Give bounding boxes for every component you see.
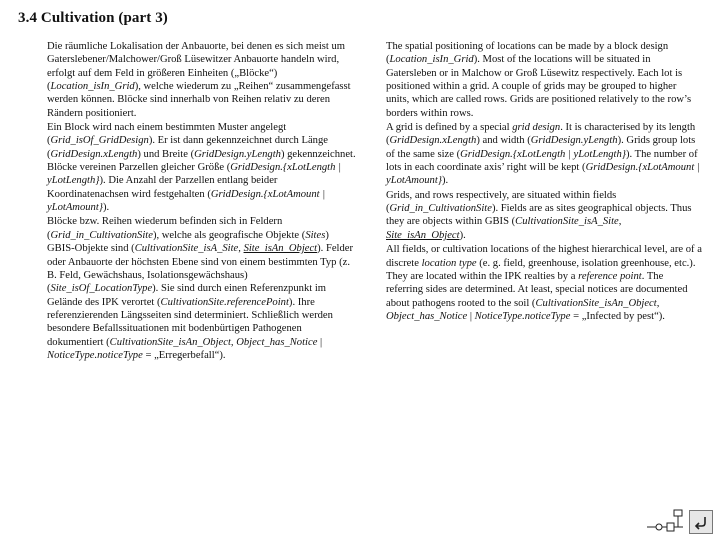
left-paragraph-1: Die räumliche Lokalisation der Anbauorte, bei denen es sich meist um Gaterslebener/Malchower/Groß Lüsewitzer Anbauorte handeln wird, erfolgt auf dem Feld in größeren Einheiten („Blöcke“) (Location_isIn_Grid), welche wiederum zu „Reihen“ zusammengefasst werden können. Blöcke sind innerhalb von Reihen relativ zu deren Rändern positioniert. xyxy=(47,41,351,119)
site-is-an-object-link[interactable]: Site_isAn_Object xyxy=(386,229,460,241)
right-paragraph-4: All fields, or cultivation locations of the highest hierarchical level, are of a discrete location type (e. g. field, greenhouse, isolation greenhouse, etc.). They are located within the IPK realties by a reference point. The referring sides are determined. At least, special notices are documented about pathogens rooted to the soil (CultivationSite_isAn_Object, Object_has_Notice | NoticeType.noticeType = „Infected by pest“). xyxy=(386,244,702,322)
site-is-an-object-link[interactable]: Site_isAn_Object xyxy=(243,243,318,255)
right-paragraph-1: The spatial positioning of locations can be made by a block design (Location_isIn_Grid). Most of the locations will be situated in Gatersleben or in Malchow or Groß Lüsewitz respectively. Each lot is positioned within a grid. A couple of grids may be grouped to higher units, which are called rows. Grids are positioned relatively to the row’s borders within rows. xyxy=(386,41,692,119)
return-arrow-icon xyxy=(693,514,709,530)
diagram-icon[interactable] xyxy=(645,508,685,534)
return-button[interactable] xyxy=(689,510,713,534)
navigation-bar xyxy=(645,508,713,534)
left-paragraph-2: Ein Block wird nach einem bestimmten Muster angelegt (Grid_isOf_GridDesign). Er ist dann gekennzeichnet durch Länge (GridDesign.xLength) und Breite (GridDesign.yLength) gekennzeichnet. Blöcke vereinen Parzellen gleicher Größe (GridDesign.{xLotLength | yLotLength}). Die Anzahl der Parzellen entlang beider Koordinatenachsen wird festgehalten (GridDesign.{xLotAmount | yLotAmount}). xyxy=(47,122,356,214)
page-title: 3.4 Cultivation (part 3) xyxy=(18,10,168,26)
left-paragraph-3: Blöcke bzw. Reihen wiederum befinden sich in Feldern (Grid_in_CultivationSite), welche als geografische Objekte (Sites) GBIS-Objekte sind (CultivationSite_isA_Site, Site_isAn_Object). Felder oder Anbauorte der höchsten Ebene sind von einem bestimmten Typ (z. B. Feld, Gewächshaus, Isolationsgewächshaus) (Site_isOf_LocationType). Sie sind durch einen Referenzpunkt im Gelände des IPK verortet (CultivationSite.referencePoint). Ihre referenzierenden Längsseiten sind determiniert. Schließlich werden besondere Befallssituationen mit bodenbürtigen Pathogenen dokumentiert (CultivationSite_isAn_Object, Object_has_Notice | NoticeType.noticeType = „Erregerbefall“). xyxy=(47,216,354,361)
right-paragraph-2: A grid is defined by a special grid design. It is characterised by its length (GridDesign.xLength) and width (GridDesign.yLength). Grids group lots of the same size (GridDesign.{xLotLength | yLotLength}). The number of lots in each coordinate axis’ right will be kept (GridDesign.{xLotAmount | yLotAmount}). xyxy=(386,122,700,187)
right-paragraph-3: Grids, and rows respectively, are situated within fields (Grid_in_CultivationSite). Fields are as sites geographical objects. Thus they are objects within GBIS (CultivationSite_isA_Site, Site_isAn_Object). xyxy=(386,189,692,241)
left-column-german xyxy=(47,40,359,363)
right-column-english xyxy=(386,40,702,324)
